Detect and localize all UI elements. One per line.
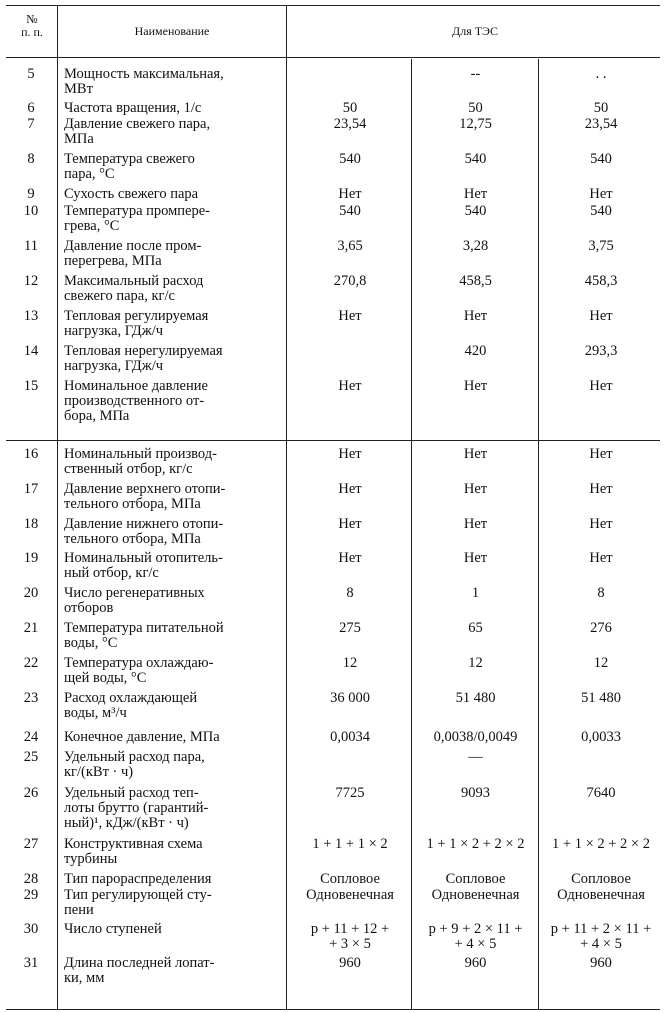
row-value-col3: p + 11 + 2 × 11 + + 4 × 5: [550, 921, 652, 952]
row-name: Мощность максимальная, МВт: [64, 66, 224, 97]
row-name: Расход охлаждающей воды, м³/ч: [64, 690, 198, 721]
row-number: 20: [23, 585, 39, 601]
row-value-col1: 540: [339, 203, 361, 219]
row-value-col2: 50: [468, 100, 483, 116]
row-value-col3: Нет: [589, 186, 613, 202]
row-value-col2: 420: [464, 343, 487, 359]
row-value-col1: Нет: [338, 186, 362, 202]
row-value-col3: 12: [593, 655, 609, 671]
row-value-col3: 540: [590, 151, 612, 167]
row-value-col2: Одновенечная: [431, 887, 520, 903]
row-number: 10: [23, 203, 39, 219]
row-name: Номинальный отопитель- ный отбор, кг/с: [64, 550, 223, 581]
row-value-col1: 3,65: [337, 238, 363, 254]
row-name: Удельный расход теп- лоты брутто (гарантий- ный)¹, кДж/(кВт · ч): [64, 785, 209, 831]
row-value-col3: Нет: [589, 481, 613, 497]
row-number: 9: [27, 186, 35, 202]
row-value-col1: 23,54: [333, 116, 367, 132]
row-number: 17: [23, 481, 39, 497]
row-value-col2: 960: [464, 955, 487, 971]
row-number: 23: [23, 690, 39, 706]
row-name: Конечное давление, МПа: [64, 729, 220, 745]
row-number: 8: [27, 151, 35, 167]
row-value-col1: Нет: [338, 378, 362, 394]
row-name: Частота вращения, 1/с: [64, 100, 202, 116]
row-value-col2: 12: [468, 655, 483, 671]
row-value-col1: 7725: [335, 785, 365, 801]
row-number: 27: [23, 836, 39, 852]
row-value-col2: 458,5: [459, 273, 492, 289]
row-value-col2: 540: [464, 151, 487, 167]
row-value-col3: 540: [590, 203, 612, 219]
row-number: 6: [27, 100, 35, 116]
row-value-col2: Нет: [463, 481, 488, 497]
row-number: 26: [23, 785, 39, 801]
row-value-col3: Нет: [589, 308, 613, 324]
row-value-col3: 8: [597, 585, 605, 601]
row-number: 30: [23, 921, 39, 937]
row-number: 16: [23, 446, 39, 462]
row-name: Максимальный расход свежего пара, кг/с: [64, 273, 204, 304]
column-rule-1: [57, 5, 58, 1009]
row-value-col1: 0,0034: [330, 729, 370, 745]
row-value-col1: 36 000: [330, 690, 370, 706]
row-value-col1: Нет: [338, 550, 362, 566]
row-value-col2: --: [470, 66, 481, 82]
row-value-col2: 9093: [461, 785, 490, 801]
row-value-col2: Нет: [463, 516, 488, 532]
row-name: Номинальное давление производственного от- бора, МПа: [64, 378, 208, 424]
row-value-col2: Сопловое: [445, 871, 506, 887]
row-name: Удельный расход пара, кг/(кВт · ч): [64, 749, 205, 780]
row-number: 29: [23, 887, 39, 903]
row-value-col3: 293,3: [584, 343, 618, 359]
row-value-col3: 23,54: [584, 116, 618, 132]
row-value-col2: Нет: [463, 308, 488, 324]
row-value-col3: 276: [590, 620, 612, 636]
row-value-col2: p + 9 + 2 × 11 + + 4 × 5: [428, 921, 523, 952]
row-value-col3: 7640: [586, 785, 616, 801]
row-name: Тип регулирующей сту- пени: [64, 887, 212, 918]
row-value-col1: 8: [346, 585, 354, 601]
row-value-col3: Нет: [589, 550, 613, 566]
row-name: Тепловая регулируемая нагрузка, ГДж/ч: [64, 308, 209, 339]
row-name: Температура свежего пара, °С: [64, 151, 195, 182]
header-top-rule: [6, 5, 660, 6]
row-name: Тепловая нерегулируемая нагрузка, ГДж/ч: [64, 343, 223, 374]
row-number: 18: [23, 516, 39, 532]
row-value-col2: 0,0038/0,0049: [433, 729, 518, 745]
row-value-col1: 275: [339, 620, 361, 636]
row-value-col3: 3,75: [588, 238, 614, 254]
row-value-col3: Нет: [589, 516, 613, 532]
row-value-col1: 270,8: [333, 273, 367, 289]
row-name: Сухость свежего пара: [64, 186, 199, 202]
row-name: Температура питательной воды, °С: [64, 620, 224, 651]
row-number: 28: [23, 871, 39, 887]
row-value-col2: 12,75: [459, 116, 492, 132]
row-name: Давление после пром- перегрева, МПа: [64, 238, 202, 269]
row-name: Температура охлаждаю- щей воды, °С: [64, 655, 214, 686]
row-name: Тип парораспределения: [64, 871, 212, 887]
row-value-col3: Нет: [589, 378, 613, 394]
row-value-col1: Нет: [338, 446, 362, 462]
column-rule-3: [411, 59, 412, 1009]
row-name: Число регенеративных отборов: [64, 585, 205, 616]
row-value-col1: Одновенечная: [306, 887, 394, 903]
row-number: 22: [23, 655, 39, 671]
row-number: 25: [23, 749, 39, 765]
row-number: 14: [23, 343, 39, 359]
section-divider-rule: [6, 440, 660, 441]
row-value-col2: —: [468, 749, 483, 765]
row-value-col1: Нет: [338, 516, 362, 532]
row-number: 31: [23, 955, 39, 971]
column-rule-4: [538, 59, 539, 1009]
row-name: Давление свежего пара, МПа: [64, 116, 211, 147]
row-value-col1: Сопловое: [320, 871, 380, 887]
row-value-col3: 1 + 1 × 2 + 2 × 2: [552, 836, 650, 852]
row-value-col3: 51 480: [581, 690, 621, 706]
row-number: 21: [23, 620, 39, 636]
row-value-col2: Нет: [463, 186, 488, 202]
row-name: Давление верхнего отопи- тельного отбора, МПа: [64, 481, 226, 512]
row-value-col1: 1 + 1 + 1 × 2: [312, 836, 388, 852]
row-value-col1: 12: [342, 655, 358, 671]
row-value-col1: 960: [339, 955, 361, 971]
header-name: Наименование: [134, 24, 210, 38]
row-number: 19: [23, 550, 39, 566]
row-value-col3: . .: [595, 66, 607, 82]
row-value-col1: 50: [342, 100, 358, 116]
row-name: Давление нижнего отопи- тельного отбора, МПа: [64, 516, 224, 547]
row-number: 5: [27, 66, 35, 82]
column-rule-2: [286, 5, 287, 1009]
header-number: № п. п.: [21, 12, 43, 39]
row-value-col2: 51 480: [455, 690, 496, 706]
row-name: Длина последней лопат- ки, мм: [64, 955, 215, 986]
row-value-col3: 50: [593, 100, 609, 116]
header-for-tes: Для ТЭС: [452, 24, 498, 38]
row-number: 24: [23, 729, 39, 745]
row-value-col3: 0,0033: [581, 729, 621, 745]
row-value-col3: 458,3: [584, 273, 618, 289]
row-name: Конструктивная схема турбины: [64, 836, 203, 867]
row-value-col3: Нет: [589, 446, 613, 462]
row-number: 15: [23, 378, 39, 394]
table-bottom-rule: [6, 1009, 660, 1010]
row-value-col1: 540: [339, 151, 361, 167]
row-name: Номинальный производ- ственный отбор, кг/с: [64, 446, 217, 477]
row-value-col2: 540: [464, 203, 487, 219]
row-number: 7: [27, 116, 35, 132]
row-name: Число ступеней: [64, 921, 162, 937]
row-number: 13: [23, 308, 39, 324]
row-value-col2: 3,28: [462, 238, 489, 254]
row-value-col3: Сопловое: [571, 871, 631, 887]
row-number: 11: [24, 238, 38, 254]
row-value-col1: Нет: [338, 308, 362, 324]
row-value-col3: 960: [590, 955, 612, 971]
row-value-col1: p + 11 + 12 + + 3 × 5: [310, 921, 390, 952]
row-number: 12: [23, 273, 39, 289]
row-value-col2: 65: [468, 620, 483, 636]
row-name: Температура промпере- грева, °С: [64, 203, 210, 234]
row-value-col2: 1: [471, 585, 480, 601]
row-value-col3: Одновенечная: [557, 887, 645, 903]
row-value-col2: Нет: [463, 378, 488, 394]
row-value-col2: 1 + 1 × 2 + 2 × 2: [426, 836, 525, 852]
row-value-col2: Нет: [463, 550, 488, 566]
row-value-col1: Нет: [338, 481, 362, 497]
row-value-col2: Нет: [463, 446, 488, 462]
header-bottom-rule: [6, 57, 660, 58]
